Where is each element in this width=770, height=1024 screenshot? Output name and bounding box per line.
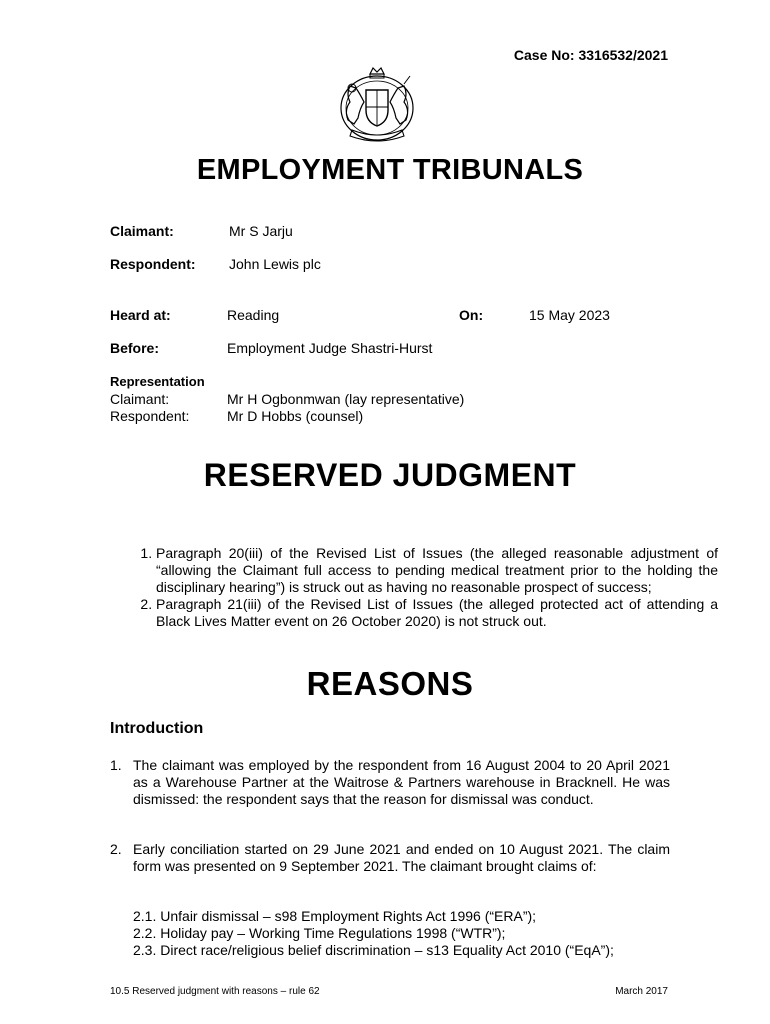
document-title: EMPLOYMENT TRIBUNALS xyxy=(196,154,584,186)
royal-coat-of-arms-icon xyxy=(330,64,424,148)
reasons-title: REASONS xyxy=(306,665,474,702)
rep-respondent-label: Respondent: xyxy=(110,408,190,424)
reasons-paragraph-2 xyxy=(110,841,670,875)
introduction-heading: Introduction xyxy=(110,720,204,737)
rep-respondent-value: Mr D Hobbs (counsel) xyxy=(227,408,364,424)
judgment-title: RESERVED JUDGMENT xyxy=(203,457,577,493)
paragraph-number: 2. xyxy=(110,841,122,857)
claimant-value: Mr S Jarju xyxy=(229,223,293,239)
reasons-paragraph-1 xyxy=(110,757,670,808)
case-number: Case No: 3316532/2021 xyxy=(513,47,668,63)
judgment-item: 2. Paragraph 21(iii) of the Revised List of Issues (the alleged protected act of attending a Black Lives Matter event on 26 October 2020) is not struck out. xyxy=(156,596,718,630)
respondent-label: Respondent: xyxy=(110,256,196,272)
heard-at-label: Heard at: xyxy=(110,307,171,323)
before-label: Before: xyxy=(110,340,160,356)
hearing-date-value: 15 May 2023 xyxy=(529,307,610,323)
respondent-value: John Lewis plc xyxy=(229,256,321,272)
paragraph-text: Early conciliation started on 29 June 2021 and ended on 10 August 2021. The claim form was presented on 9 September 2021. The claimant brought claims of: xyxy=(133,841,670,874)
judgment-list xyxy=(108,545,718,630)
rep-claimant-value: Mr H Ogbonmwan (lay representative) xyxy=(227,391,465,407)
paragraph-text: The claimant was employed by the respondent from 16 August 2004 to 20 April 2021 as a Warehouse Partner at the Waitrose & Partners warehouse in Bracknell. He was dismissed: the respondent says that the reason for dismissal was conduct. xyxy=(133,757,670,807)
heard-at-value: Reading xyxy=(227,307,280,323)
footer-form-reference: 10.5 Reserved judgment with reasons – rule 62 xyxy=(110,986,320,997)
judgment-item: 1. Paragraph 20(iii) of the Revised List of Issues (the alleged reasonable adjustment of “allowing the Claimant full access to pending medical treatment prior to the holding the disciplinary hearing”) is struck out as having no reasonable prospect of success; xyxy=(156,545,718,596)
judge-name: Employment Judge Shastri-Hurst xyxy=(227,340,433,356)
claim-item: 2.1. Unfair dismissal – s98 Employment Rights Act 1996 (“ERA”); xyxy=(133,908,537,924)
paragraph-number: 1. xyxy=(110,757,122,773)
claim-item: 2.2. Holiday pay – Working Time Regulations 1998 (“WTR”); xyxy=(133,925,506,941)
representation-heading: Representation xyxy=(110,374,205,389)
rep-claimant-label: Claimant: xyxy=(110,391,170,407)
hearing-date-label: On: xyxy=(459,307,484,323)
footer-date: March 2017 xyxy=(615,986,668,997)
claimant-label: Claimant: xyxy=(110,223,174,239)
claim-item: 2.3. Direct race/religious belief discrimination – s13 Equality Act 2010 (“EqA”); xyxy=(133,942,614,958)
